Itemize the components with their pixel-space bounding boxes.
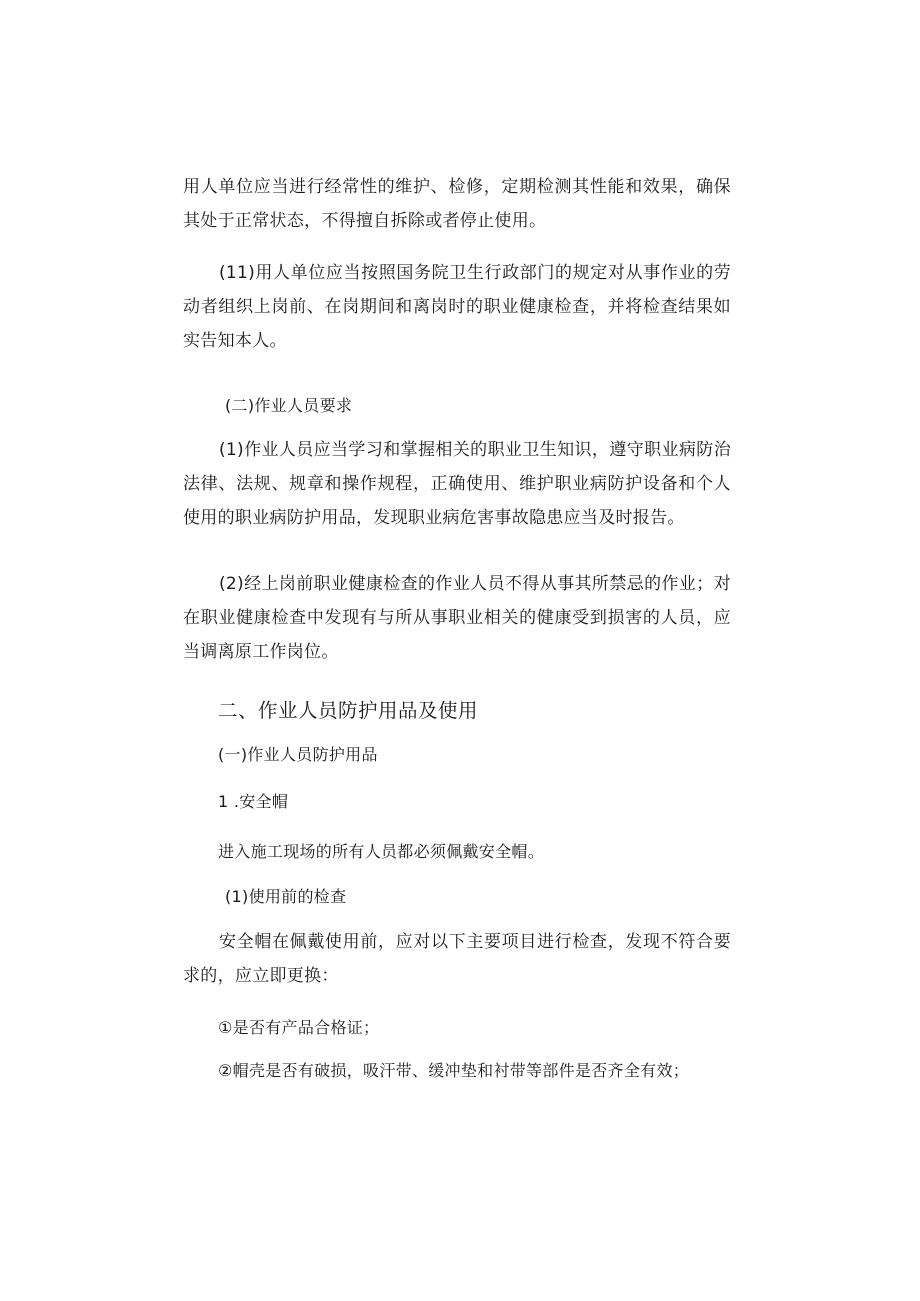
section-title-worker-requirements: (二)作业人员要求 bbox=[225, 396, 353, 415]
paragraph-contraindicated-work: (2)经上岗前职业健康检查的作业人员不得从事其所禁忌的作业；对在职业健康检查中发现有与所从事职业相关的健康受到损害的人员，应当调离原工作岗位。 bbox=[183, 574, 731, 662]
subsection-title-pre-use-check: (1)使用前的检查 bbox=[225, 887, 347, 906]
paragraph-health-check: (11)用人单位应当按照国务院卫生行政部门的规定对从事作业的劳动者组织上岗前、在岗期间和离岗时的职业健康检查，并将检查结果如实告知本人。 bbox=[183, 263, 731, 351]
heading-protective-equipment: 二、作业人员防护用品及使用 bbox=[218, 699, 479, 722]
section-title-protective-items: (一)作业人员防护用品 bbox=[218, 745, 378, 764]
list-item-shell-condition: ②帽壳是否有破损，吸汗带、缓冲垫和衬带等部件是否齐全有效； bbox=[218, 1061, 690, 1080]
list-item-certificate: ①是否有产品合格证； bbox=[218, 1018, 380, 1037]
paragraph-maintenance: 用人单位应当进行经常性的维护、检修，定期检测其性能和效果，确保其处于正常状态，不得擅自拆除或者停止使用。 bbox=[183, 177, 731, 231]
item-title-safety-helmet: 1 .安全帽 bbox=[218, 792, 289, 811]
paragraph-worker-knowledge: (1)作业人员应当学习和掌握相关的职业卫生知识，遵守职业病防治法律、法规、规章和操作规程，正确使用、维护职业病防护设备和个人使用的职业病防护用品，发现职业病危害事故隐患应当及时报告。 bbox=[183, 440, 731, 528]
paragraph-helmet-required: 进入施工现场的所有人员都必须佩戴安全帽。 bbox=[218, 842, 545, 861]
paragraph-helmet-inspection: 安全帽在佩戴使用前，应对以下主要项目进行检查，发现不符合要求的，应立即更换： bbox=[183, 932, 731, 986]
